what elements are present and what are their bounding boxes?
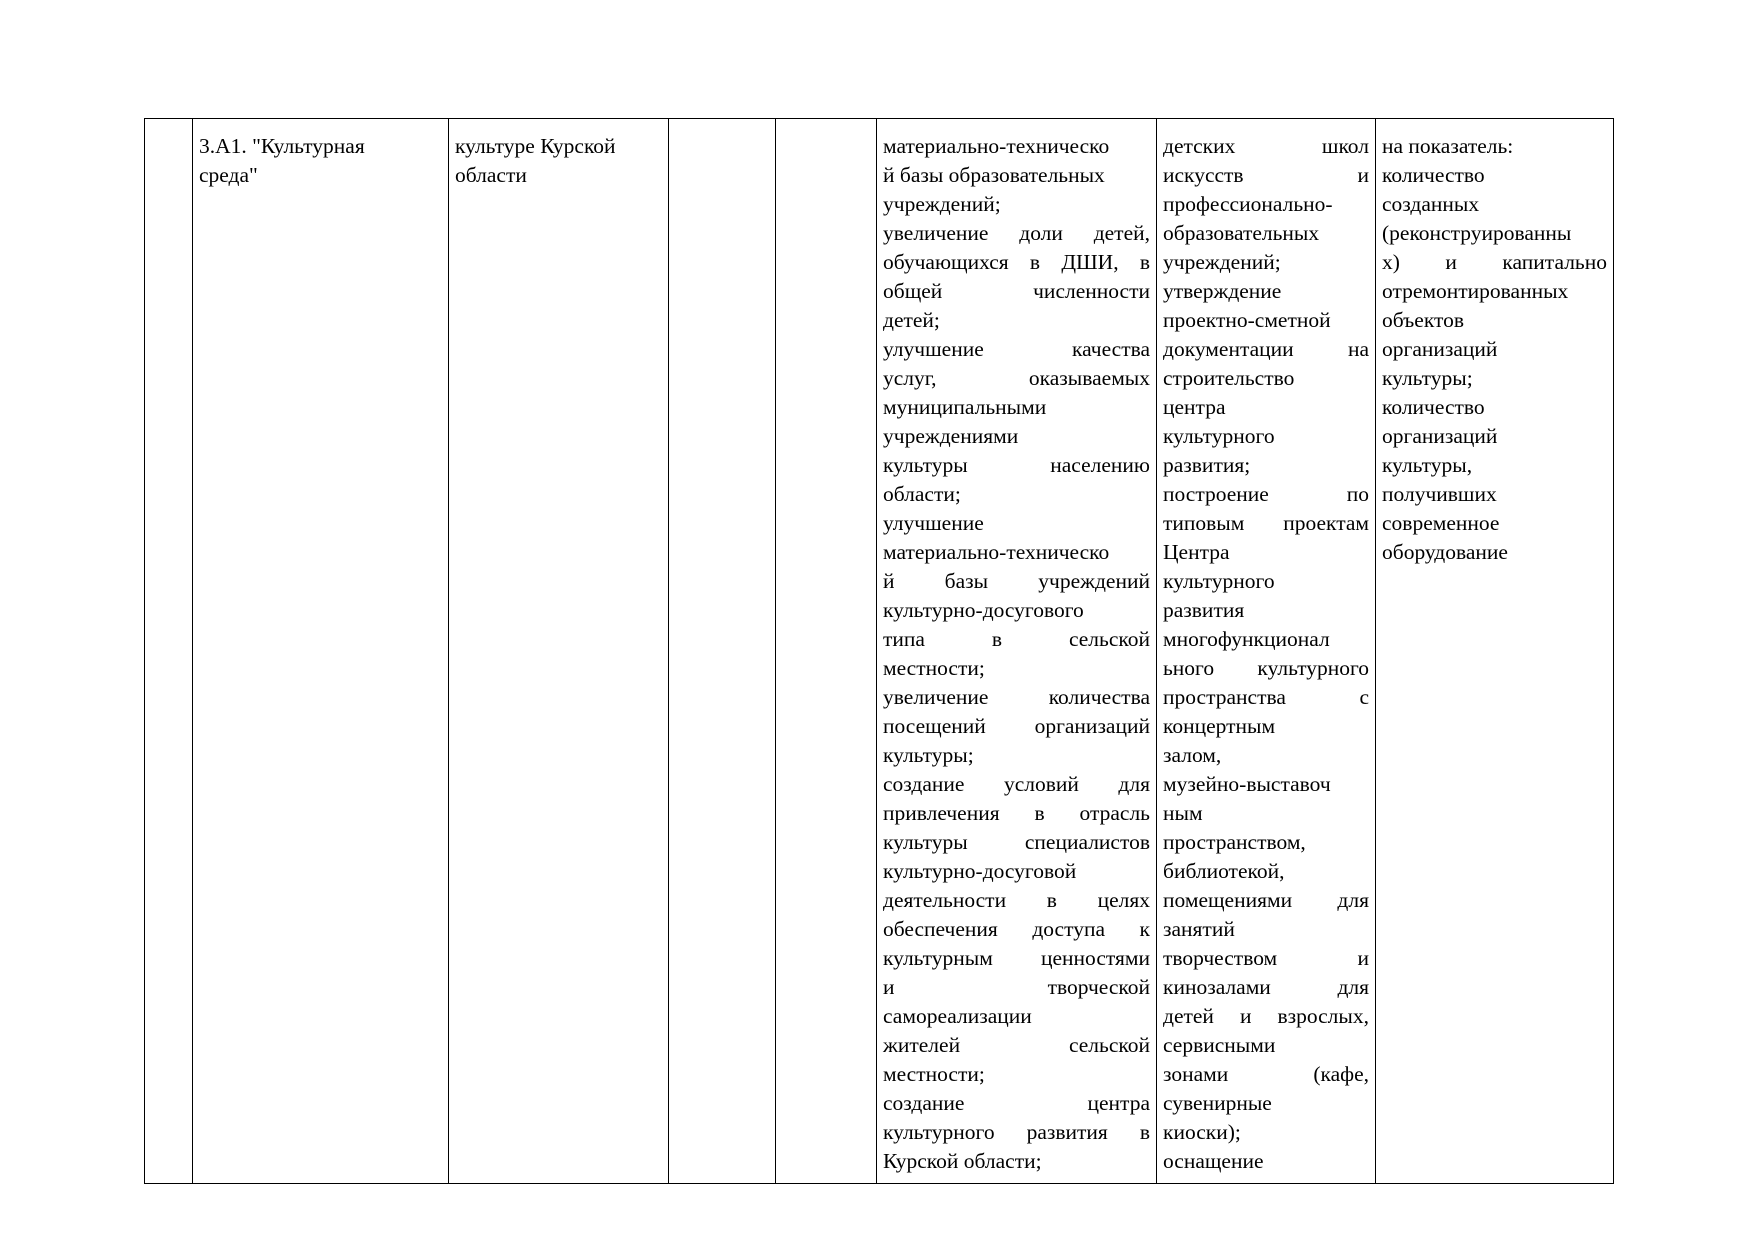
text-line: оснащение: [1163, 1149, 1264, 1173]
text-line: утверждение: [1163, 279, 1282, 303]
text-line: деятельности в целях: [883, 888, 1150, 912]
text-line: детей;: [883, 308, 940, 332]
text-line: строительство: [1163, 366, 1295, 390]
text-line: на показатель:: [1382, 134, 1514, 158]
text-line: объектов: [1382, 308, 1464, 332]
text-line: й базы образовательных: [883, 163, 1105, 187]
text-line: культурного: [1163, 424, 1275, 448]
text-line: увеличение доли детей,: [883, 221, 1150, 245]
cell-expected-results: [877, 119, 1157, 1184]
text-line: многофункционал: [1163, 627, 1330, 651]
text-line: проектно-сметной: [1163, 308, 1331, 332]
cell-responsible: [449, 119, 669, 1184]
activities-text: [1163, 132, 1369, 1176]
text-line: получивших: [1382, 482, 1497, 506]
text-line: искусств и: [1163, 163, 1369, 187]
text-line: учреждений;: [883, 192, 1001, 216]
text-line: пространства с: [1163, 685, 1369, 709]
text-line: зонами (кафе,: [1163, 1062, 1369, 1086]
text-line: Курской области;: [883, 1149, 1042, 1173]
text-line: создание центра: [883, 1091, 1150, 1115]
text-line: области;: [883, 482, 961, 506]
text-line: области: [455, 163, 527, 187]
indicators-text: [1382, 132, 1607, 567]
text-line: культуры;: [883, 743, 974, 767]
text-line: созданных: [1382, 192, 1480, 216]
text-line: культурно-досугового: [883, 598, 1084, 622]
text-line: создание условий для: [883, 772, 1150, 796]
text-line: культурного развития в: [883, 1120, 1150, 1144]
text-line: услуг, оказываемых: [883, 366, 1150, 390]
table-row: [145, 119, 1614, 1184]
text-line: самореализации: [883, 1004, 1032, 1028]
cell-indicators: [1376, 119, 1614, 1184]
text-line: культуры населению: [883, 453, 1150, 477]
text-line: культурного: [1163, 569, 1275, 593]
text-line: учреждений;: [1163, 250, 1281, 274]
cell-activities: [1157, 119, 1376, 1184]
cell-start-date: [669, 119, 776, 1184]
text-line: центра: [1163, 395, 1226, 419]
project-name-text: [199, 132, 442, 190]
text-line: образовательных: [1163, 221, 1320, 245]
text-line: муниципальными: [883, 395, 1047, 419]
text-line: общей численности: [883, 279, 1150, 303]
text-line: концертным: [1163, 714, 1276, 738]
text-line: материально-техническо: [883, 540, 1110, 564]
text-line: 3.А1. "Культурная: [199, 134, 365, 158]
text-line: посещений организаций: [883, 714, 1150, 738]
text-line: построение по: [1163, 482, 1369, 506]
text-line: обеспечения доступа к: [883, 917, 1150, 941]
text-line: жителей сельской: [883, 1033, 1150, 1057]
text-line: помещениями для: [1163, 888, 1369, 912]
text-line: количество: [1382, 395, 1485, 419]
text-line: местности;: [883, 1062, 985, 1086]
text-line: музейно-выставоч: [1163, 772, 1331, 796]
text-line: современное: [1382, 511, 1500, 535]
text-line: Центра: [1163, 540, 1230, 564]
text-line: ным: [1163, 801, 1203, 825]
text-line: профессионально-: [1163, 192, 1333, 216]
text-line: сувенирные: [1163, 1091, 1272, 1115]
text-line: и творческой: [883, 975, 1150, 999]
text-line: х) и капитально: [1382, 250, 1607, 274]
cell-number: [145, 119, 193, 1184]
text-line: отремонтированных: [1382, 279, 1569, 303]
text-line: развития: [1163, 598, 1245, 622]
text-line: библиотекой,: [1163, 859, 1285, 883]
text-line: й базы учреждений: [883, 569, 1150, 593]
text-line: типа в сельской: [883, 627, 1150, 651]
text-line: пространством,: [1163, 830, 1306, 854]
responsible-text: [455, 132, 662, 190]
text-line: творчеством и: [1163, 946, 1369, 970]
text-line: занятий: [1163, 917, 1235, 941]
text-line: культуры,: [1382, 453, 1473, 477]
text-line: культуре Курской: [455, 134, 616, 158]
text-line: (реконструированны: [1382, 221, 1572, 245]
text-line: учреждениями: [883, 424, 1019, 448]
text-line: киоски);: [1163, 1120, 1241, 1144]
text-line: увеличение количества: [883, 685, 1150, 709]
text-line: культурно-досуговой: [883, 859, 1077, 883]
text-line: количество: [1382, 163, 1485, 187]
text-line: детей и взрослых,: [1163, 1004, 1369, 1028]
text-line: среда": [199, 163, 258, 187]
expected-results-text: [883, 132, 1150, 1176]
text-line: документации на: [1163, 337, 1369, 361]
text-line: организаций: [1382, 337, 1498, 361]
text-line: обучающихся в ДШИ, в: [883, 250, 1150, 274]
text-line: местности;: [883, 656, 985, 680]
text-line: улучшение качества: [883, 337, 1150, 361]
text-line: залом,: [1163, 743, 1222, 767]
text-line: типовым проектам: [1163, 511, 1369, 535]
text-line: сервисными: [1163, 1033, 1276, 1057]
text-line: ьного культурного: [1163, 656, 1369, 680]
text-line: оборудование: [1382, 540, 1508, 564]
text-line: культуры;: [1382, 366, 1473, 390]
text-line: развития;: [1163, 453, 1251, 477]
program-table: [144, 118, 1614, 1184]
text-line: привлечения в отрасль: [883, 801, 1150, 825]
text-line: улучшение: [883, 511, 984, 535]
text-line: детских школ: [1163, 134, 1369, 158]
cell-end-date: [776, 119, 877, 1184]
cell-project-name: [193, 119, 449, 1184]
text-line: организаций: [1382, 424, 1498, 448]
text-line: культуры специалистов: [883, 830, 1150, 854]
text-line: культурным ценностями: [883, 946, 1150, 970]
text-line: материально-техническо: [883, 134, 1110, 158]
text-line: кинозалами для: [1163, 975, 1369, 999]
